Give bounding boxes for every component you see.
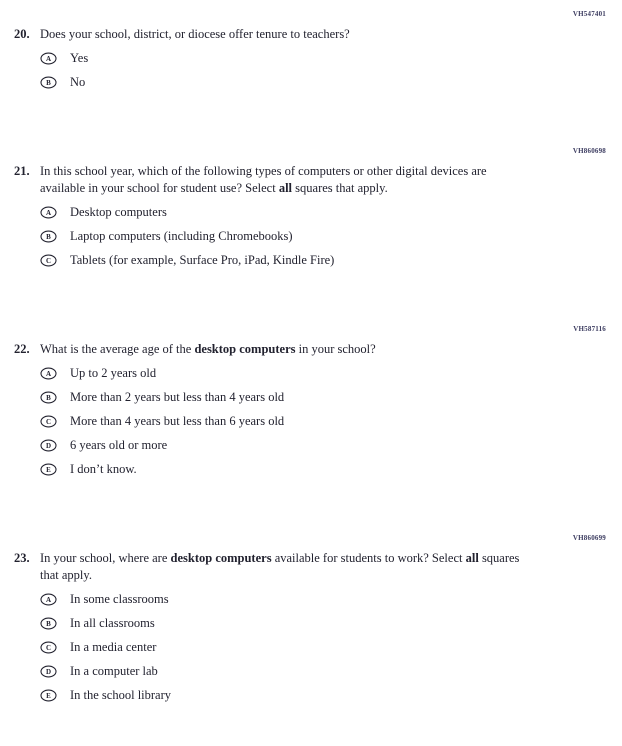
options-list (14, 50, 606, 91)
question-number: 22. (14, 342, 30, 356)
option-label: More than 4 years but less than 6 years old (70, 414, 285, 428)
question-row (14, 550, 606, 584)
answer-oval-icon[interactable] (40, 641, 57, 654)
options-list (14, 204, 606, 269)
answer-oval-icon[interactable] (40, 367, 57, 380)
option-letter: D (45, 442, 52, 450)
question-text-segment: In your school, where are (40, 551, 171, 565)
item-code: VH547401 (572, 10, 606, 18)
question-text-bold-segment: desktop computers (170, 551, 272, 565)
option-letter: E (46, 466, 51, 474)
question-text-segment: available for students to work? Select (271, 551, 466, 565)
option-label: In a computer lab (70, 664, 158, 678)
answer-oval-icon[interactable] (40, 391, 57, 404)
item-code: VH587116 (573, 325, 606, 333)
option-row[interactable] (40, 461, 606, 478)
answer-oval-icon[interactable] (40, 593, 57, 606)
answer-oval-icon[interactable] (40, 617, 57, 630)
option-letter: C (45, 418, 52, 426)
question-text (40, 26, 350, 43)
question-row (14, 341, 606, 358)
question-block (14, 145, 606, 269)
option-row[interactable] (40, 639, 606, 656)
option-label: 6 years old or more (70, 438, 168, 452)
option-row[interactable] (40, 615, 606, 632)
option-letter: C (45, 644, 52, 652)
item-code-row (14, 532, 606, 540)
question-text-segment: What is the average age of the (40, 342, 195, 356)
question-number: 23. (14, 551, 30, 565)
question-text-segment: in your school? (295, 342, 376, 356)
question-row (14, 163, 606, 197)
options-list (14, 365, 606, 478)
option-label: Yes (70, 51, 89, 65)
option-letter: B (46, 394, 51, 402)
answer-oval-icon[interactable] (40, 254, 57, 267)
answer-oval-icon[interactable] (40, 52, 57, 65)
question-text-segment: Does your school, district, or diocese offer tenure to teachers? (40, 27, 350, 41)
option-letter: A (45, 596, 52, 604)
question-text-bold-segment: desktop computers (194, 342, 296, 356)
question-text (40, 341, 376, 358)
option-label: In a media center (70, 640, 157, 654)
question-text-bold-segment: all (278, 181, 293, 195)
question-block (14, 8, 606, 91)
option-row[interactable] (40, 591, 606, 608)
option-label: In some classrooms (70, 592, 169, 606)
option-row[interactable] (40, 252, 606, 269)
option-letter: A (45, 209, 52, 217)
answer-oval-icon[interactable] (40, 76, 57, 89)
question-text-segment: In this school year, which of the following types of computers or other digital devices are available in your school for student use? Select (40, 164, 487, 195)
option-row[interactable] (40, 389, 606, 406)
item-code: VH860699 (572, 534, 606, 542)
question-text-segment: squares that apply. (40, 551, 520, 582)
option-letter: B (46, 233, 51, 241)
option-label: In the school library (70, 688, 172, 702)
item-code: VH860698 (572, 147, 606, 155)
option-row[interactable] (40, 74, 606, 91)
question-block (14, 532, 606, 704)
question-row (14, 26, 606, 43)
option-letter: A (45, 370, 52, 378)
option-label: No (70, 75, 86, 89)
answer-oval-icon[interactable] (40, 415, 57, 428)
option-row[interactable] (40, 437, 606, 454)
option-row[interactable] (40, 228, 606, 245)
question-number: 20. (14, 27, 30, 41)
item-code-row (14, 8, 606, 16)
option-label: More than 2 years but less than 4 years old (70, 390, 285, 404)
option-row[interactable] (40, 663, 606, 680)
item-code-row (14, 323, 606, 331)
option-label: Desktop computers (70, 205, 167, 219)
option-label: I don’t know. (70, 462, 137, 476)
option-row[interactable] (40, 50, 606, 67)
questions-container (14, 8, 606, 704)
option-letter: C (45, 257, 52, 265)
answer-oval-icon[interactable] (40, 689, 57, 702)
question-text (40, 550, 532, 584)
option-letter: B (46, 620, 51, 628)
option-row[interactable] (40, 413, 606, 430)
option-letter: E (46, 692, 51, 700)
question-text (40, 163, 532, 197)
option-letter: A (45, 55, 52, 63)
option-label: In all classrooms (70, 616, 155, 630)
item-code-row (14, 145, 606, 153)
option-row[interactable] (40, 365, 606, 382)
question-number: 21. (14, 164, 30, 178)
option-letter: B (46, 79, 51, 87)
answer-oval-icon[interactable] (40, 230, 57, 243)
answer-oval-icon[interactable] (40, 463, 57, 476)
option-row[interactable] (40, 687, 606, 704)
options-list (14, 591, 606, 704)
question-block (14, 323, 606, 478)
option-label: Tablets (for example, Surface Pro, iPad, Kindle Fire) (70, 253, 335, 267)
question-text-bold-segment: all (465, 551, 479, 565)
answer-oval-icon[interactable] (40, 439, 57, 452)
option-label: Laptop computers (including Chromebooks) (70, 229, 293, 243)
question-text-segment: squares that apply. (292, 181, 388, 195)
answer-oval-icon[interactable] (40, 665, 57, 678)
option-letter: D (45, 668, 52, 676)
answer-oval-icon[interactable] (40, 206, 57, 219)
option-row[interactable] (40, 204, 606, 221)
option-label: Up to 2 years old (70, 366, 157, 380)
